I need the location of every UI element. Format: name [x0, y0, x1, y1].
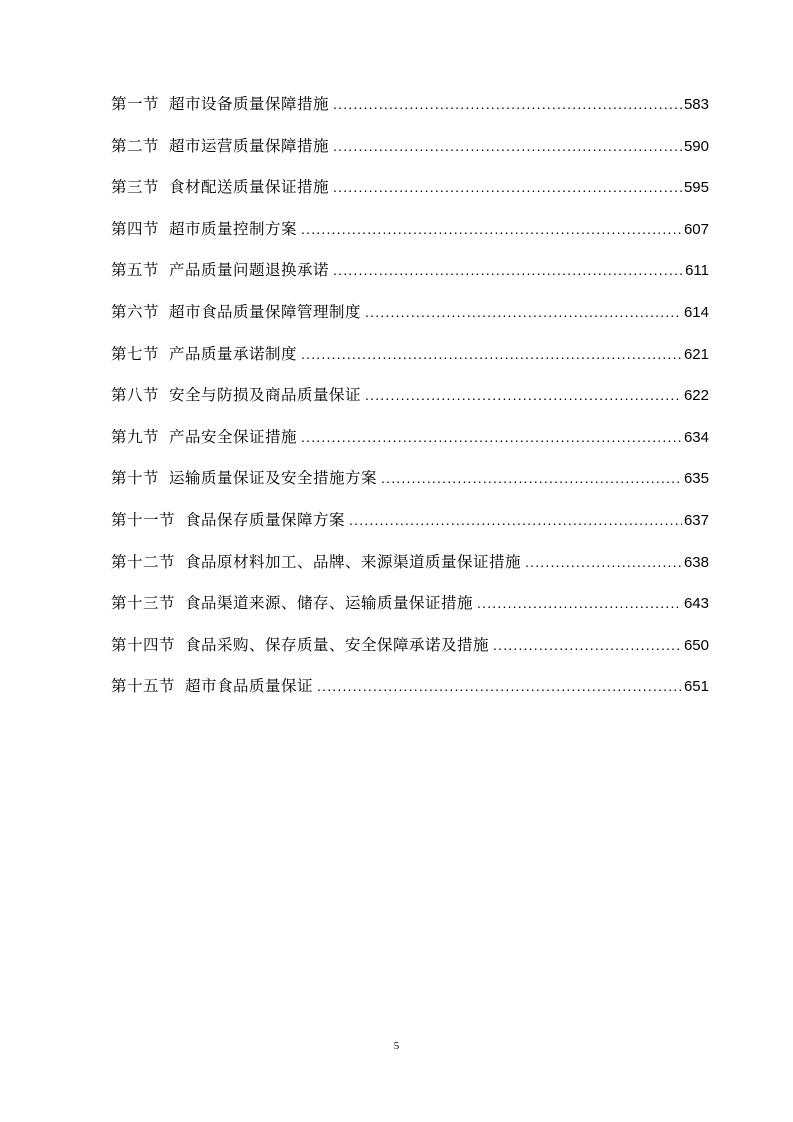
toc-entry-section: 第一节	[111, 95, 160, 113]
toc-dot-leader	[477, 587, 682, 619]
toc-entry[interactable]	[111, 629, 709, 671]
toc-entry[interactable]	[111, 462, 709, 504]
toc-entry-title: 超市设备质量保障措施	[169, 95, 330, 113]
toc-entry-section: 第三节	[111, 178, 160, 197]
toc-entry-title: 食品采购、保存质量、安全保障承诺及措施	[185, 635, 490, 654]
toc-entry-page-number: 651	[683, 678, 709, 696]
toc-entry[interactable]	[111, 213, 709, 255]
toc-entry-section: 第六节	[111, 302, 160, 321]
toc-entry-page-number: 638	[683, 553, 709, 571]
toc-entry-title: 超市运营质量保障措施	[169, 136, 330, 155]
toc-entry[interactable]	[111, 254, 709, 296]
toc-entry-title: 食材配送质量保证措施	[169, 178, 330, 197]
toc-entry-page-number: 634	[683, 428, 709, 446]
toc-entry-title: 食品渠道来源、储存、运输质量保证措施	[185, 594, 474, 613]
toc-entry[interactable]	[111, 379, 709, 421]
toc-entry-page-number: 607	[683, 220, 709, 238]
toc-entry-section: 第十一节	[111, 510, 176, 529]
toc-dot-leader	[333, 171, 682, 203]
toc-entry-title: 食品原材料加工、品牌、来源渠道质量保证措施	[185, 552, 522, 571]
toc-entry-title: 运输质量保证及安全措施方案	[169, 469, 378, 488]
toc-entry-title: 产品安全保证措施	[169, 427, 298, 446]
toc-entry-section: 第七节	[111, 344, 160, 363]
toc-entry[interactable]	[111, 504, 709, 546]
page-number: 5	[393, 1040, 400, 1052]
toc-entry[interactable]	[111, 296, 709, 338]
toc-entry-page-number: 590	[683, 137, 709, 155]
toc-entry-title: 产品质量承诺制度	[169, 344, 298, 363]
toc-dot-leader	[365, 379, 682, 411]
toc-entry[interactable]	[111, 421, 709, 463]
toc-entry-page-number: 635	[683, 470, 709, 488]
toc-dot-leader	[301, 213, 682, 245]
toc-entry-page-number: 611	[685, 262, 709, 280]
toc-dot-leader	[333, 254, 683, 286]
toc-entry-section: 第二节	[111, 136, 160, 155]
toc-entry-page-number: 650	[683, 636, 709, 654]
toc-entry-page-number: 595	[683, 179, 709, 197]
toc-entry-section: 第十三节	[111, 594, 176, 613]
toc-entry[interactable]	[111, 670, 709, 712]
toc-entry-page-number: 583	[683, 96, 709, 113]
table-of-contents	[111, 88, 709, 712]
toc-entry-section: 第十五节	[111, 677, 176, 696]
toc-entry-title: 超市食品质量保证	[185, 677, 314, 696]
toc-entry-title: 食品保存质量保障方案	[185, 510, 346, 529]
toc-entry-section: 第九节	[111, 427, 160, 446]
toc-entry[interactable]	[111, 88, 709, 130]
toc-entry[interactable]	[111, 130, 709, 172]
toc-entry-section: 第五节	[111, 261, 160, 280]
toc-entry-title: 产品质量问题退换承诺	[169, 261, 330, 280]
toc-entry-section: 第十节	[111, 469, 160, 488]
toc-dot-leader	[525, 546, 682, 578]
toc-entry-section: 第四节	[111, 219, 160, 238]
toc-dot-leader	[317, 670, 682, 702]
toc-dot-leader	[381, 462, 682, 494]
toc-dot-leader	[301, 421, 682, 453]
toc-entry[interactable]	[111, 338, 709, 380]
toc-entry-page-number: 622	[683, 387, 709, 405]
toc-entry-section: 第十四节	[111, 635, 176, 654]
toc-entry-title: 超市质量控制方案	[169, 219, 298, 238]
toc-entry-title: 安全与防损及商品质量保证	[169, 386, 362, 405]
toc-dot-leader	[333, 130, 682, 162]
toc-entry-page-number: 637	[683, 511, 709, 529]
toc-dot-leader	[349, 504, 682, 536]
toc-entry-section: 第十二节	[111, 552, 176, 571]
toc-entry[interactable]	[111, 171, 709, 213]
toc-dot-leader	[333, 88, 682, 120]
toc-dot-leader	[301, 338, 682, 370]
toc-entry-page-number: 643	[683, 595, 709, 613]
toc-entry[interactable]	[111, 546, 709, 588]
toc-dot-leader	[365, 296, 682, 328]
toc-entry-title: 超市食品质量保障管理制度	[169, 302, 362, 321]
toc-dot-leader	[493, 629, 682, 661]
toc-entry-page-number: 621	[683, 345, 709, 363]
toc-entry[interactable]	[111, 587, 709, 629]
toc-entry-page-number: 614	[683, 303, 709, 321]
toc-entry-section: 第八节	[111, 386, 160, 405]
